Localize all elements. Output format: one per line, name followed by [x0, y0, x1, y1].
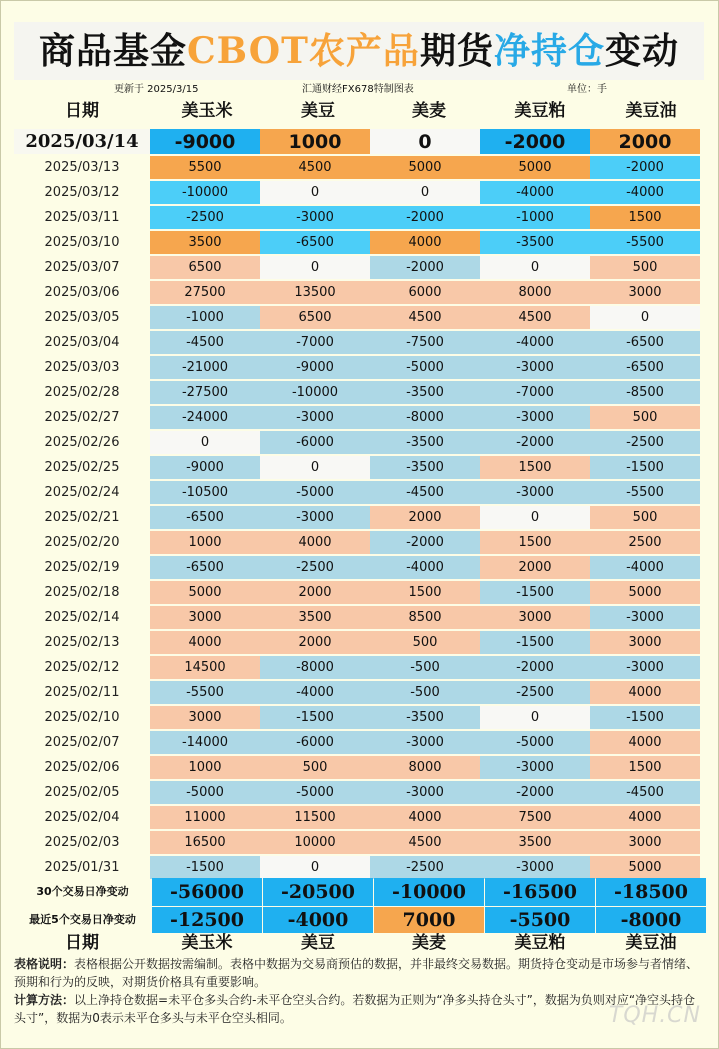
value-cell: -3000 [260, 506, 370, 529]
positions-table-body [14, 129, 700, 879]
header-date: 日期 [65, 101, 99, 121]
value-cell: -1500 [590, 456, 700, 479]
value-cell: 500 [590, 256, 700, 279]
value-cell: 11000 [150, 806, 260, 829]
value-cell: 500 [370, 631, 480, 654]
value-cell: -4500 [150, 331, 260, 354]
value-cell: -21000 [150, 356, 260, 379]
value-cell: 3000 [590, 831, 700, 854]
value-cell: 3500 [150, 231, 260, 254]
value-cell: -5000 [480, 731, 590, 754]
table-row [14, 406, 700, 429]
title-part-2: CBOT农产品 [187, 30, 420, 72]
value-cell: 1500 [590, 756, 700, 779]
summary-5d-value: -12500 [152, 907, 262, 933]
value-cell: 3000 [150, 706, 260, 729]
row-date: 2025/02/05 [44, 785, 120, 800]
value-cell: 14500 [150, 656, 260, 679]
value-cell: 4000 [590, 681, 700, 704]
value-cell: -8000 [370, 406, 480, 429]
value-cell: -5500 [150, 681, 260, 704]
table-row [14, 181, 700, 204]
value-cell: 0 [370, 181, 480, 204]
notes-block [14, 955, 704, 1027]
value-cell: 0 [370, 129, 480, 154]
notes-calculation-label: 计算方法： [14, 993, 75, 1007]
value-cell: 500 [590, 406, 700, 429]
unit-text: 单位：手 [567, 84, 607, 95]
value-cell: -1500 [150, 856, 260, 879]
value-cell: 1000 [150, 531, 260, 554]
row-date: 2025/03/07 [44, 260, 120, 275]
summary-30d [14, 878, 704, 906]
table-row [14, 256, 700, 279]
value-cell: 4000 [150, 631, 260, 654]
value-cell: 11500 [260, 806, 370, 829]
value-cell: 3000 [150, 606, 260, 629]
value-cell: -1000 [480, 206, 590, 229]
value-cell: 5000 [150, 581, 260, 604]
value-cell: 6500 [150, 256, 260, 279]
row-date: 2025/03/05 [44, 310, 120, 325]
row-date: 2025/02/24 [44, 485, 120, 500]
table-row [14, 331, 700, 354]
value-cell: 2000 [480, 556, 590, 579]
value-cell: 4000 [590, 806, 700, 829]
value-cell: -3000 [480, 406, 590, 429]
footer-header-col-4: 美豆油 [625, 933, 677, 953]
title-part-1: 商品基金 [39, 30, 188, 72]
value-cell: -3000 [480, 481, 590, 504]
table-row [14, 631, 700, 654]
updated-text: 更新于 2025/3/15 [114, 84, 199, 95]
footer-header-date: 日期 [65, 933, 99, 953]
value-cell: 8000 [370, 756, 480, 779]
table-row [14, 531, 700, 554]
value-cell: -4000 [590, 181, 700, 204]
value-cell: -2000 [480, 656, 590, 679]
summary-5d-value: -4000 [263, 907, 373, 933]
row-date: 2025/01/31 [44, 860, 120, 875]
value-cell: 10000 [260, 831, 370, 854]
value-cell: -24000 [150, 406, 260, 429]
value-cell: 0 [260, 856, 370, 879]
header-col-0: 美玉米 [181, 101, 233, 121]
table-row [14, 831, 700, 854]
value-cell: -5000 [370, 356, 480, 379]
table-row [14, 781, 700, 804]
value-cell: -2500 [590, 431, 700, 454]
source-text: 汇通财经FX678特制图表 [302, 84, 414, 95]
table-row [14, 129, 700, 154]
value-cell: -14000 [150, 731, 260, 754]
value-cell: -6000 [260, 431, 370, 454]
row-date: 2025/02/21 [44, 510, 120, 525]
value-cell: 4000 [590, 731, 700, 754]
value-cell: 1500 [480, 531, 590, 554]
table-row [14, 756, 700, 779]
value-cell: -6500 [590, 331, 700, 354]
value-cell: 6500 [260, 306, 370, 329]
value-cell: 4500 [480, 306, 590, 329]
table-row [14, 481, 700, 504]
value-cell: -3000 [590, 656, 700, 679]
row-date: 2025/02/07 [44, 735, 120, 750]
row-date: 2025/02/12 [44, 660, 120, 675]
value-cell: -10500 [150, 481, 260, 504]
value-cell: 0 [260, 456, 370, 479]
value-cell: -9000 [260, 356, 370, 379]
value-cell: -6500 [150, 506, 260, 529]
value-cell: -2500 [260, 556, 370, 579]
footer-header-col-0: 美玉米 [181, 933, 233, 953]
value-cell: 4000 [370, 806, 480, 829]
value-cell: -2000 [370, 206, 480, 229]
table-row [14, 656, 700, 679]
row-date: 2025/02/25 [44, 460, 120, 475]
value-cell: -3500 [370, 381, 480, 404]
footer-header-col-3: 美豆粕 [514, 933, 566, 953]
value-cell: -3000 [590, 606, 700, 629]
row-date: 2025/02/10 [44, 710, 120, 725]
header-col-2: 美麦 [412, 101, 446, 121]
value-cell: -6000 [260, 731, 370, 754]
value-cell: -3000 [480, 356, 590, 379]
value-cell: 3000 [480, 606, 590, 629]
value-cell: -7000 [260, 331, 370, 354]
summary-5d [14, 907, 704, 933]
row-date: 2025/02/19 [44, 560, 120, 575]
value-cell: 0 [590, 306, 700, 329]
table-row [14, 606, 700, 629]
value-cell: 0 [480, 256, 590, 279]
value-cell: -2000 [370, 256, 480, 279]
table-row [14, 731, 700, 754]
summary-5d-value: 7000 [374, 907, 484, 933]
summary-5d-label: 最近5个交易日净变动 [29, 913, 136, 926]
value-cell: 16500 [150, 831, 260, 854]
notes-calculation-text: 以上净持仓数据=未平仓多头合约-未平仓空头合约。若数据为正则为“净多头持仓头寸”，数据为负则对应“净空头持仓头寸”，数据为0表示未平仓多头与未平仓空头相同。 [14, 993, 696, 1025]
positions-table [14, 127, 700, 881]
value-cell: -3500 [370, 456, 480, 479]
value-cell: -5500 [590, 481, 700, 504]
value-cell: -2000 [480, 129, 590, 154]
value-cell: -5000 [260, 481, 370, 504]
table-row [14, 806, 700, 829]
notes-calculation [14, 991, 704, 1027]
summary-30d-value: -56000 [152, 878, 262, 906]
value-cell: -2500 [150, 206, 260, 229]
value-cell: -1500 [480, 581, 590, 604]
row-date: 2025/02/03 [44, 835, 120, 850]
value-cell: 27500 [150, 281, 260, 304]
value-cell: -3000 [480, 856, 590, 879]
summary-30d-value: -20500 [263, 878, 373, 906]
notes-description-text: 表格根据公开数据按需编制。表格中数据为交易商预估的数据，并非最终交易数据。期货持仓变动是市场参与者情绪、预期和行为的反映，对期货价格具有重要影响。 [14, 957, 699, 989]
table-row [14, 506, 700, 529]
summary-5d-value: -5500 [485, 907, 595, 933]
row-date: 2025/02/06 [44, 760, 120, 775]
row-date: 2025/03/14 [14, 129, 150, 154]
value-cell: 1500 [480, 456, 590, 479]
footer-header-col-1: 美豆 [301, 933, 335, 953]
value-cell: -8000 [260, 656, 370, 679]
row-date: 2025/02/20 [44, 535, 120, 550]
row-date: 2025/02/04 [44, 810, 120, 825]
value-cell: -5000 [150, 781, 260, 804]
value-cell: -2000 [590, 156, 700, 179]
value-cell: -1500 [590, 706, 700, 729]
notes-description-label: 表格说明： [14, 957, 75, 971]
row-date: 2025/02/27 [44, 410, 120, 425]
row-date: 2025/03/13 [44, 160, 120, 175]
value-cell: 2000 [260, 581, 370, 604]
row-date: 2025/02/11 [44, 685, 120, 700]
value-cell: 1000 [150, 756, 260, 779]
value-cell: -500 [370, 656, 480, 679]
title-part-4: 净持仓 [493, 30, 605, 72]
table-row [14, 231, 700, 254]
value-cell: 2000 [260, 631, 370, 654]
value-cell: -3500 [370, 706, 480, 729]
footer-header-col-2: 美麦 [412, 933, 446, 953]
value-cell: 3000 [590, 631, 700, 654]
row-date: 2025/03/06 [44, 285, 120, 300]
watermark-logo: TQH.CN [608, 1003, 701, 1028]
value-cell: -1500 [260, 706, 370, 729]
value-cell: 500 [590, 506, 700, 529]
value-cell: 8500 [370, 606, 480, 629]
value-cell: 8000 [480, 281, 590, 304]
value-cell: -2500 [480, 681, 590, 704]
table-row [14, 381, 700, 404]
value-cell: -9000 [150, 456, 260, 479]
value-cell: 4500 [370, 306, 480, 329]
value-cell: 0 [480, 706, 590, 729]
notes-description [14, 955, 704, 991]
value-cell: 5000 [590, 581, 700, 604]
value-cell: 4500 [260, 156, 370, 179]
table-row [14, 681, 700, 704]
row-date: 2025/03/12 [44, 185, 120, 200]
header-row-top [0, 99, 719, 123]
value-cell: -500 [370, 681, 480, 704]
table-row [14, 206, 700, 229]
summary-30d-value: -18500 [596, 878, 706, 906]
value-cell: -6500 [260, 231, 370, 254]
value-cell: -3500 [480, 231, 590, 254]
row-date: 2025/02/26 [44, 435, 120, 450]
value-cell: 500 [260, 756, 370, 779]
value-cell: -2000 [480, 431, 590, 454]
value-cell: -10000 [260, 381, 370, 404]
value-cell: -4000 [260, 681, 370, 704]
value-cell: 2500 [590, 531, 700, 554]
table-row [14, 156, 700, 179]
value-cell: 5000 [480, 156, 590, 179]
value-cell: 1500 [590, 206, 700, 229]
header-col-1: 美豆 [301, 101, 335, 121]
value-cell: -3000 [370, 781, 480, 804]
header-row-bottom [0, 931, 719, 955]
value-cell: -3000 [260, 206, 370, 229]
value-cell: 3500 [260, 606, 370, 629]
table-row [14, 306, 700, 329]
value-cell: 7500 [480, 806, 590, 829]
value-cell: -2500 [370, 856, 480, 879]
table-row [14, 706, 700, 729]
value-cell: 0 [480, 506, 590, 529]
row-date: 2025/03/11 [44, 210, 120, 225]
summary-30d-value: -16500 [485, 878, 595, 906]
value-cell: -27500 [150, 381, 260, 404]
table-row [14, 856, 700, 879]
row-date: 2025/02/14 [44, 610, 120, 625]
value-cell: 13500 [260, 281, 370, 304]
table-row [14, 581, 700, 604]
value-cell: 3000 [590, 281, 700, 304]
value-cell: -6500 [590, 356, 700, 379]
value-cell: -3500 [370, 431, 480, 454]
value-cell: -4500 [370, 481, 480, 504]
value-cell: -3000 [480, 756, 590, 779]
value-cell: -10000 [150, 181, 260, 204]
value-cell: -4000 [480, 181, 590, 204]
value-cell: -3000 [260, 406, 370, 429]
value-cell: -7000 [480, 381, 590, 404]
row-date: 2025/03/03 [44, 360, 120, 375]
table-row [14, 281, 700, 304]
value-cell: -4000 [590, 556, 700, 579]
value-cell: 5500 [150, 156, 260, 179]
value-cell: -1500 [480, 631, 590, 654]
page-title [14, 22, 704, 80]
row-date: 2025/03/10 [44, 235, 120, 250]
value-cell: 3500 [480, 831, 590, 854]
value-cell: 4500 [370, 831, 480, 854]
value-cell: -7500 [370, 331, 480, 354]
value-cell: 5000 [590, 856, 700, 879]
value-cell: -5000 [260, 781, 370, 804]
value-cell: -4500 [590, 781, 700, 804]
title-part-5: 变动 [604, 30, 679, 72]
header-col-4: 美豆油 [625, 101, 677, 121]
table-row [14, 556, 700, 579]
header-col-3: 美豆粕 [514, 101, 566, 121]
table-row [14, 431, 700, 454]
row-date: 2025/03/04 [44, 335, 120, 350]
value-cell: 2000 [590, 129, 700, 154]
value-cell: 1000 [260, 129, 370, 154]
value-cell: 4000 [260, 531, 370, 554]
value-cell: -4000 [480, 331, 590, 354]
value-cell: 6000 [370, 281, 480, 304]
value-cell: -6500 [150, 556, 260, 579]
table-row [14, 456, 700, 479]
row-date: 2025/02/13 [44, 635, 120, 650]
table-row [14, 356, 700, 379]
row-date: 2025/02/18 [44, 585, 120, 600]
value-cell: -5500 [590, 231, 700, 254]
value-cell: 1500 [370, 581, 480, 604]
value-cell: 5000 [370, 156, 480, 179]
value-cell: -1000 [150, 306, 260, 329]
summary-30d-label: 30个交易日净变动 [36, 885, 129, 898]
summary-5d-value: -8000 [596, 907, 706, 933]
value-cell: -2000 [480, 781, 590, 804]
value-cell: 0 [260, 256, 370, 279]
value-cell: -4000 [370, 556, 480, 579]
value-cell: -9000 [150, 129, 260, 154]
value-cell: -2000 [370, 531, 480, 554]
value-cell: 0 [150, 431, 260, 454]
value-cell: 2000 [370, 506, 480, 529]
value-cell: -8500 [590, 381, 700, 404]
title-part-3: 期货 [419, 30, 494, 72]
value-cell: 4000 [370, 231, 480, 254]
row-date: 2025/02/28 [44, 385, 120, 400]
value-cell: 0 [260, 181, 370, 204]
value-cell: -3000 [370, 731, 480, 754]
summary-30d-value: -10000 [374, 878, 484, 906]
